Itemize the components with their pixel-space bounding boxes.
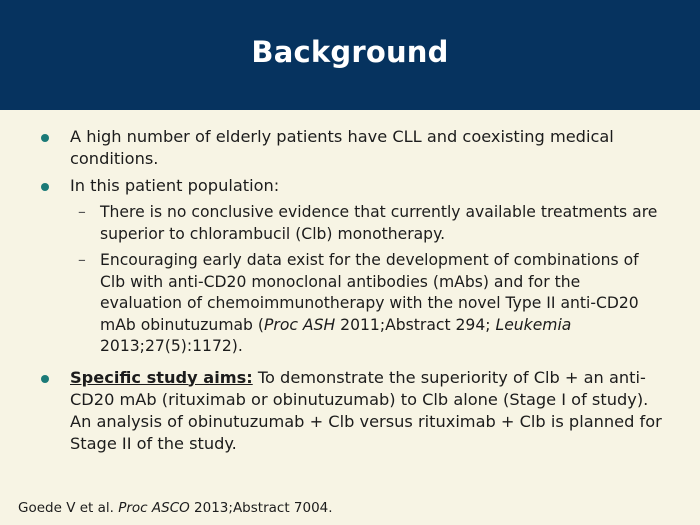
sub-bullet-text-2-a: Encouraging early data exist for the development of combinations of Clb with anti-CD20 monoclonal antibodies (mAbs) and for the evaluation of chemoimmunotherapy with the novel Type II anti-CD20 mAb obinutuzumab ( [100, 251, 639, 334]
sub-bullet-item-2 [37, 250, 667, 358]
bullet-item-3 [37, 367, 667, 455]
header-bar [0, 0, 700, 110]
sub-bullet-text-2-c: 2013;27(5):1172). [100, 337, 243, 355]
bullet-text-2: In this patient population: [70, 176, 280, 195]
dash-icon: – [78, 203, 86, 221]
footer-journal: Proc ASCO [118, 500, 190, 516]
slide-content [37, 126, 667, 460]
footer-authors: Goede V et al. [18, 500, 119, 516]
citation-footer [18, 499, 333, 517]
slide-title: Background [251, 35, 449, 69]
dash-icon: – [78, 251, 86, 269]
journal-leukemia: Leukemia [495, 315, 572, 334]
bullet-item-1 [37, 126, 667, 170]
bullet-text-1: A high number of elderly patients have CLL and coexisting medical conditions. [70, 127, 614, 168]
journal-proc-ash: Proc ASH [264, 315, 336, 334]
study-aims-label: Specific study aims: [70, 367, 253, 387]
sub-bullet-text-2 [100, 251, 639, 355]
sub-bullet-text-1: There is no conclusive evidence that currently available treatments are superior to chlorambucil (Clb) monotherapy. [100, 203, 658, 243]
bullet-dot-icon [41, 183, 49, 191]
footer-rest: 2013;Abstract 7004. [189, 500, 333, 516]
bullet-dot-icon [41, 134, 49, 142]
bullet-item-2 [37, 175, 667, 197]
study-aims-text: To demonstrate the superiority of Clb + an anti-CD20 mAb (rituximab or obinutuzumab) to Clb alone (Stage I of study). An analysis of obinutuzumab + Clb versus rituximab + Clb is planned for Stage II of the study. [70, 367, 662, 453]
sub-bullet-item-1 [37, 202, 667, 245]
bullet-text-3 [70, 368, 662, 453]
sub-bullet-text-2-b: 2011;Abstract 294; [335, 315, 496, 334]
bullet-dot-icon [41, 375, 49, 383]
